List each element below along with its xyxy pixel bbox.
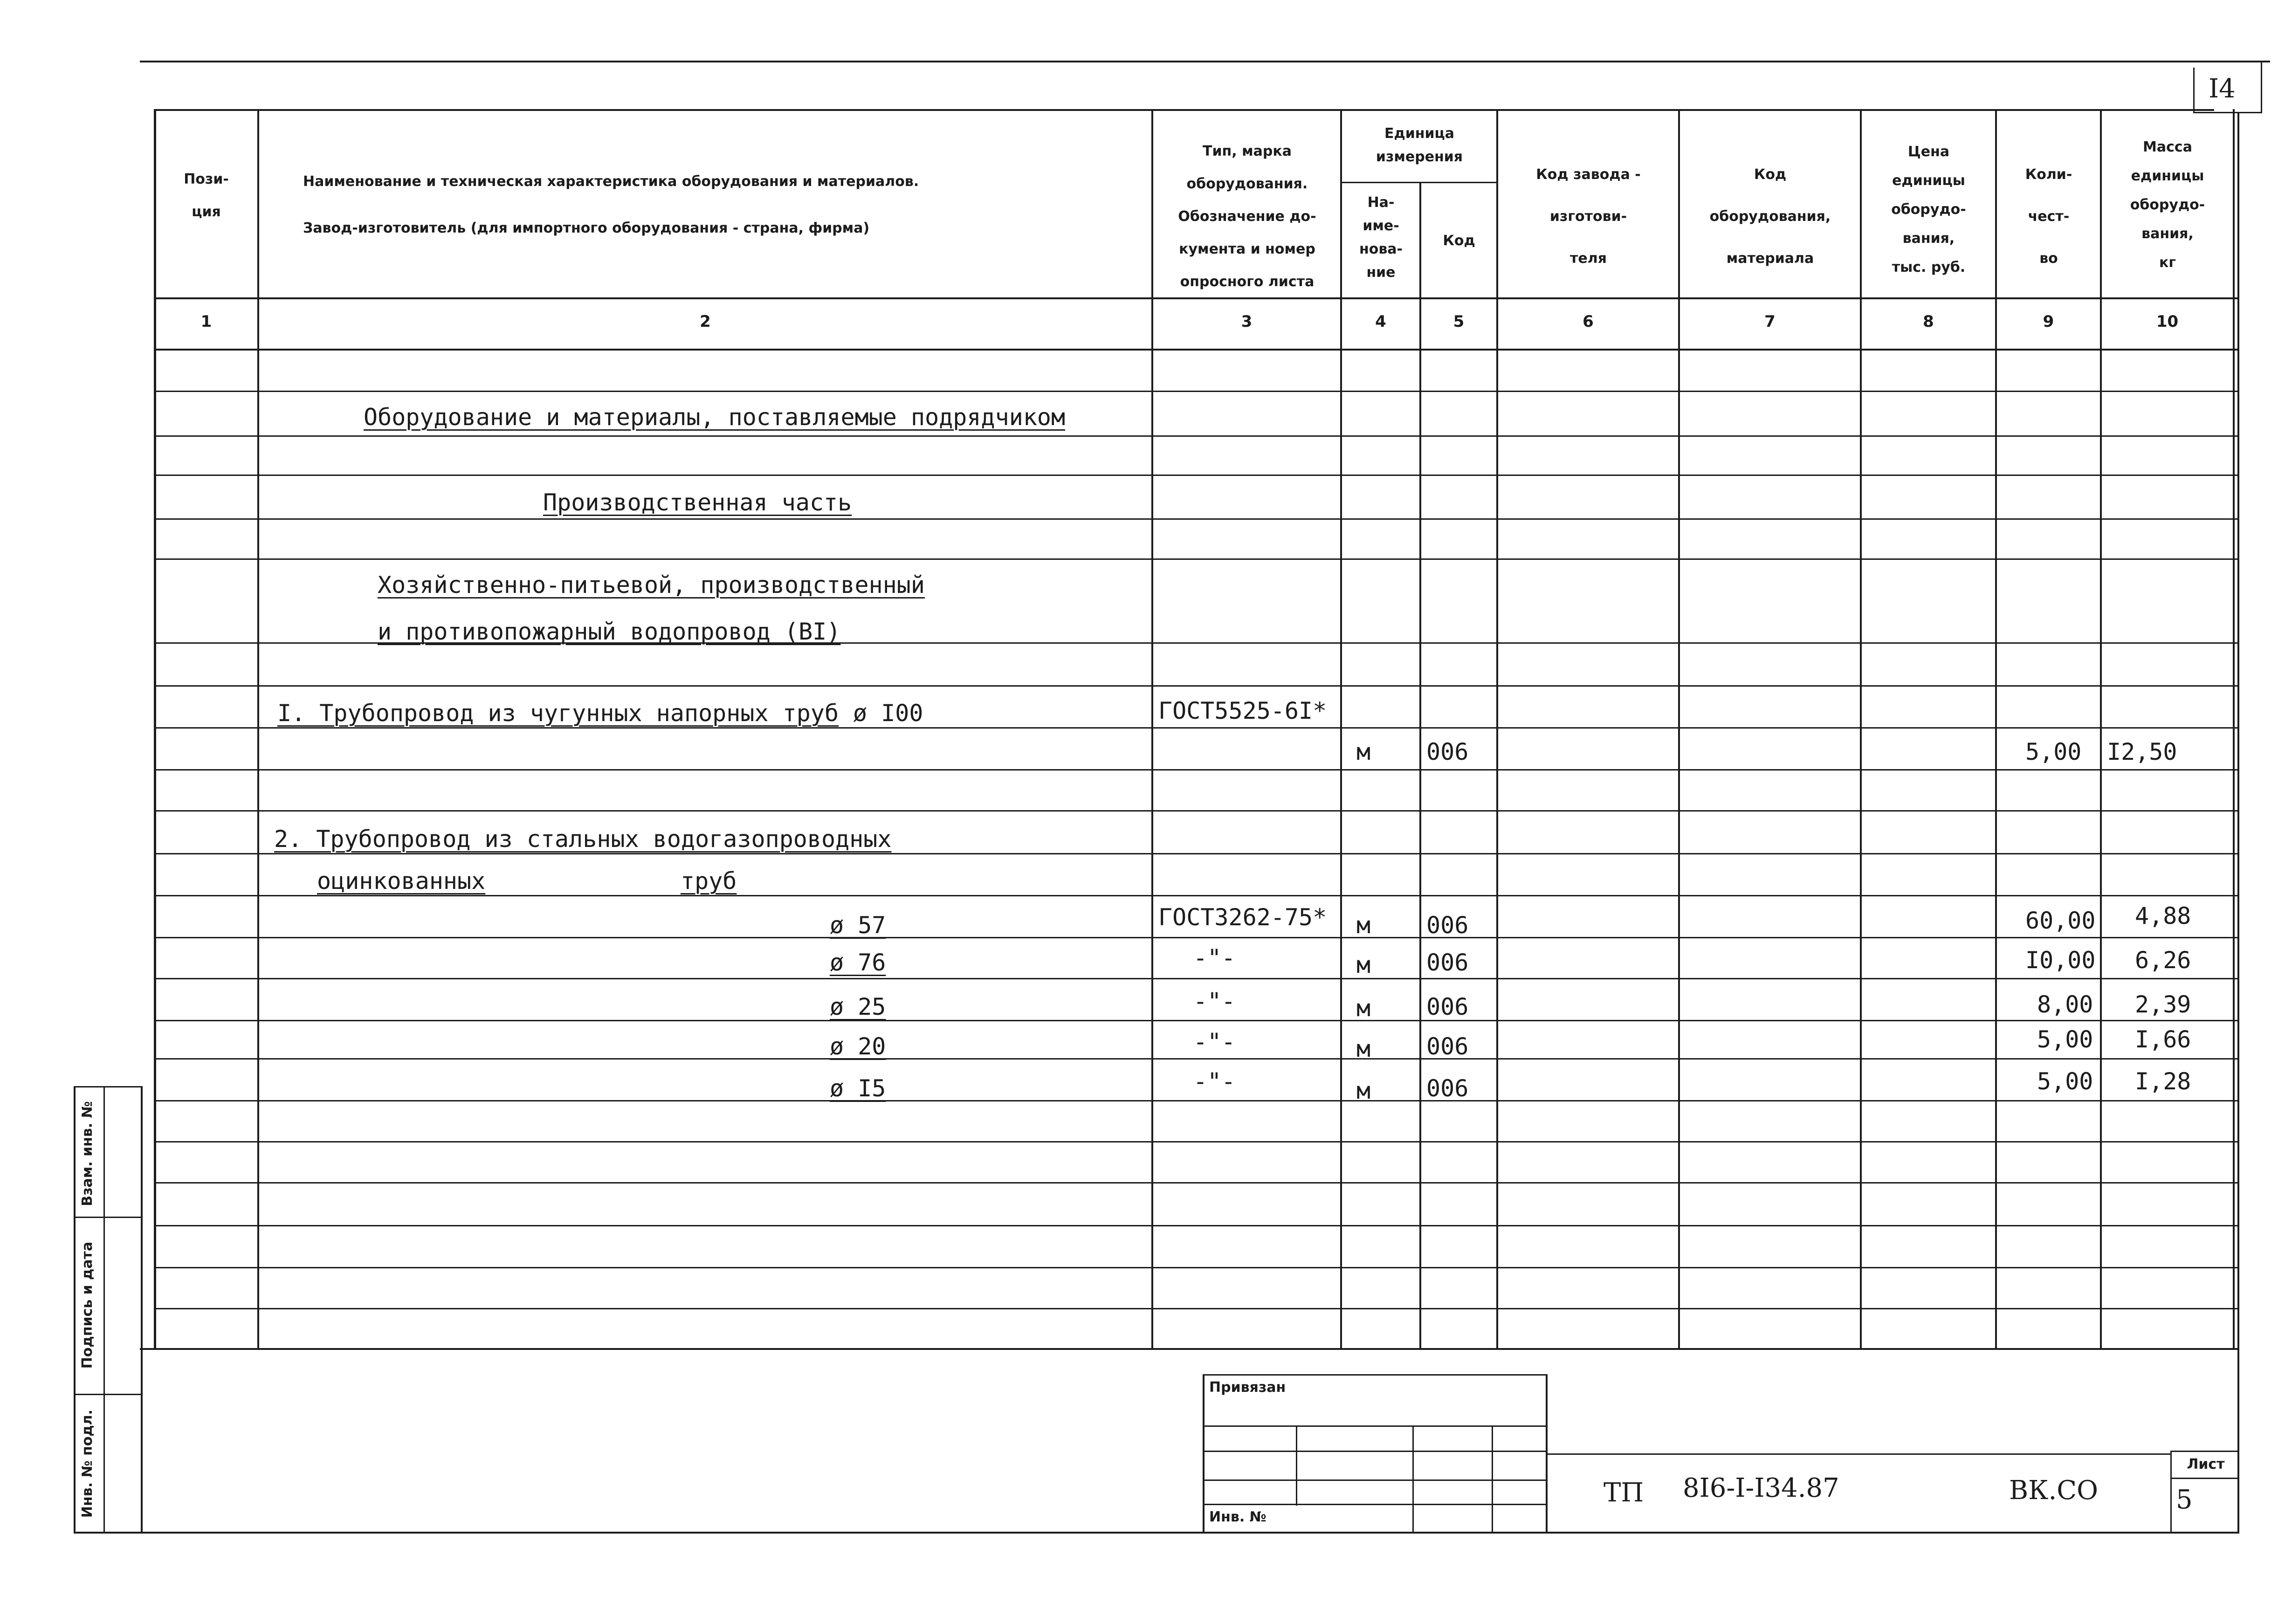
table-top-border [154, 109, 2214, 111]
item2-row-mass: 6,26 [2135, 947, 2191, 974]
item2-row-gost: -"- [1193, 944, 1236, 971]
side-label-replace-inv: Взам. инв. № [79, 1101, 96, 1206]
item2-row-code: 006 [1426, 1075, 1469, 1102]
row-line [154, 853, 2237, 854]
item1-unit: м [1356, 738, 1371, 765]
item2-row-unit: м [1356, 1035, 1371, 1062]
col-line-2 [1151, 109, 1153, 1349]
row-line [154, 1308, 2237, 1309]
corner-box-right [2261, 61, 2262, 113]
side-stamp-left [74, 1086, 76, 1534]
item2-row-gost: ГОСТ3262-75* [1158, 904, 1327, 931]
item2-row-unit: м [1356, 1077, 1371, 1104]
col-line-4 [1419, 182, 1421, 1349]
col-number-7: 7 [1764, 312, 1776, 331]
item2-row-unit: м [1356, 951, 1371, 978]
row-line [154, 769, 2237, 771]
row-line [154, 1141, 2237, 1142]
item2-name-line1: 2. Трубопровод из стальных водогазопроводных [274, 826, 892, 853]
title-tp: ТП [1604, 1478, 1644, 1508]
side-label-inv-original: Инв. № подл. [79, 1409, 96, 1518]
row-line [154, 1020, 2237, 1021]
col-line-1 [257, 109, 259, 1349]
row-line [154, 1100, 2237, 1101]
list-box-left [2170, 1451, 2172, 1534]
row-line [154, 685, 2237, 687]
stamp-privyazan-label: Привязан [1209, 1379, 1286, 1396]
side-stamp-mid [103, 1086, 105, 1534]
list-box-top [2170, 1451, 2238, 1452]
col-number-9: 9 [2043, 312, 2054, 331]
item2-row-unit: м [1356, 995, 1371, 1022]
item2-row-gost: -"- [1193, 1028, 1236, 1055]
table-bottom-line [140, 1348, 2237, 1350]
col-line-6 [1678, 109, 1680, 1349]
unit-subheader-line [1340, 182, 1496, 183]
row-line [154, 558, 2237, 560]
row-line [154, 391, 2237, 392]
row-line [154, 518, 2237, 520]
item1-code: 006 [1426, 738, 1469, 765]
item2-row-code: 006 [1426, 1033, 1469, 1060]
top-border [140, 61, 2270, 62]
col-header-factory-code: Код завода - изготови- теля [1536, 166, 1641, 267]
row-line [154, 810, 2237, 812]
stamp-col-2 [1412, 1425, 1414, 1534]
col-number-4: 4 [1375, 312, 1386, 331]
col-number-5: 5 [1453, 312, 1465, 331]
col-header-unit: Единица измерения [1376, 125, 1463, 165]
sheet-corner-number: I4 [2209, 74, 2236, 104]
item2-row-diameter: ø I5 [830, 1075, 886, 1102]
item2-row-quantity: I0,00 [2025, 947, 2096, 974]
right-border [2237, 112, 2239, 1534]
heading-production-part: Производственная часть [543, 489, 852, 516]
row-line [154, 937, 2237, 938]
stamp-inv-label: Инв. № [1209, 1509, 1266, 1525]
col-line-3 [1340, 109, 1342, 1349]
row-line [154, 435, 2237, 437]
corner-box-left [2193, 68, 2195, 112]
row-line [154, 1182, 2237, 1184]
col-header-equipment-code: Код оборудования, материала [1709, 166, 1831, 267]
item2-row-diameter: ø 20 [830, 1033, 886, 1060]
col-line-10 [2233, 109, 2235, 1349]
item2-row-mass: 2,39 [2135, 991, 2191, 1018]
bottom-border [75, 1532, 2237, 1534]
item1-name: I. Трубопровод из чугунных напорных труб [277, 700, 839, 727]
stamp-row-3 [1203, 1479, 1548, 1481]
row-line [154, 1058, 2237, 1060]
title-block-top [1546, 1453, 2170, 1455]
col-line-7 [1860, 109, 1862, 1349]
item2-row-gost: -"- [1193, 1068, 1236, 1095]
item2-row-quantity: 5,00 [2037, 1068, 2093, 1095]
item2-row-mass: I,66 [2135, 1026, 2191, 1053]
item2-row-quantity: 5,00 [2037, 1026, 2093, 1053]
item2-name-line2b: труб [681, 867, 737, 895]
row-line [154, 1267, 2237, 1268]
col-header-name: Наименование и техническая характеристика оборудования и материалов. Завод-изготовитель (для импортного оборудования - страна, фирма) [303, 173, 919, 236]
stamp-row-4 [1203, 1504, 1548, 1505]
col-number-3: 3 [1241, 312, 1253, 331]
col-line-8 [1995, 109, 1997, 1349]
heading-water-supply-1: Хозяйственно-питьевой, производственный [378, 571, 925, 599]
heading-water-supply-2: и противопожарный водопровод (BI) [378, 618, 841, 645]
item2-row-unit: м [1356, 912, 1371, 939]
col-number-8: 8 [1923, 312, 1934, 331]
item1-mass: I2,50 [2107, 738, 2177, 765]
col-number-1: 1 [200, 312, 212, 331]
heading-supplied-by-contractor: Оборудование и материалы, поставляемые подрядчиком [364, 404, 1066, 431]
item2-name-line2a: оцинкованных [317, 867, 486, 895]
list-label: Лист [2187, 1456, 2225, 1473]
col-line-9 [2100, 109, 2102, 1349]
item1-quantity: 5,00 [2025, 738, 2082, 765]
number-row-bottom-line [154, 349, 2237, 351]
left-border [154, 109, 156, 1349]
col-number-10: 10 [2156, 312, 2179, 331]
item2-row-mass: I,28 [2135, 1068, 2191, 1095]
col-header-mass: Масса единицы оборудо- вания, кг [2130, 139, 2205, 271]
list-box-mid [2170, 1478, 2238, 1479]
stamp-row-1 [1203, 1425, 1548, 1427]
stamp-box-top [1203, 1374, 1548, 1376]
item2-row-quantity: 60,00 [2025, 907, 2096, 934]
item2-row-quantity: 8,00 [2037, 991, 2093, 1018]
item2-row-gost: -"- [1193, 988, 1236, 1015]
col-header-price: Цена единицы оборудо- вания, тыс. руб. [1891, 144, 1966, 275]
list-number: 5 [2176, 1485, 2193, 1515]
col-number-6: 6 [1583, 312, 1594, 331]
stamp-row-2 [1203, 1451, 1548, 1452]
side-label-signature-date: Подпись и дата [79, 1241, 96, 1369]
col-header-type: Тип, марка оборудования. Обозначение до- кумента и номер опросного листа [1178, 143, 1316, 290]
col-number-2: 2 [700, 312, 711, 331]
item2-row-diameter: ø 76 [830, 949, 886, 976]
stamp-col-3 [1492, 1425, 1493, 1534]
col-header-unit-code: Код [1443, 233, 1475, 249]
row-line [154, 475, 2237, 476]
row-line [154, 727, 2237, 729]
item2-row-diameter: ø 25 [830, 993, 886, 1020]
item1-gost: ГОСТ5525-6I* [1158, 697, 1327, 724]
item2-row-diameter: ø 57 [830, 912, 886, 939]
title-section-code: ВК.СО [2009, 1475, 2099, 1506]
col-header-unit-name: На- име- нова- ние [1359, 194, 1403, 281]
item2-row-mass: 4,88 [2135, 902, 2191, 929]
stamp-col-1 [1296, 1425, 1297, 1506]
col-header-quantity: Коли- чест- во [2025, 166, 2072, 267]
row-line [154, 895, 2237, 896]
col-line-5 [1496, 109, 1498, 1349]
row-line [154, 978, 2237, 979]
stamp-box-left [1203, 1374, 1204, 1534]
corner-box-bottom [2193, 112, 2262, 113]
item1-diameter: ø I00 [853, 700, 923, 727]
title-document-number: 8I6-I-I34.87 [1683, 1473, 1839, 1503]
side-stamp-right [141, 1086, 143, 1534]
item2-row-code: 006 [1426, 912, 1469, 939]
item2-row-code: 006 [1426, 993, 1469, 1020]
col-header-position: Пози- ция [184, 171, 229, 220]
row-line [154, 1225, 2237, 1226]
item2-row-code: 006 [1426, 949, 1469, 976]
